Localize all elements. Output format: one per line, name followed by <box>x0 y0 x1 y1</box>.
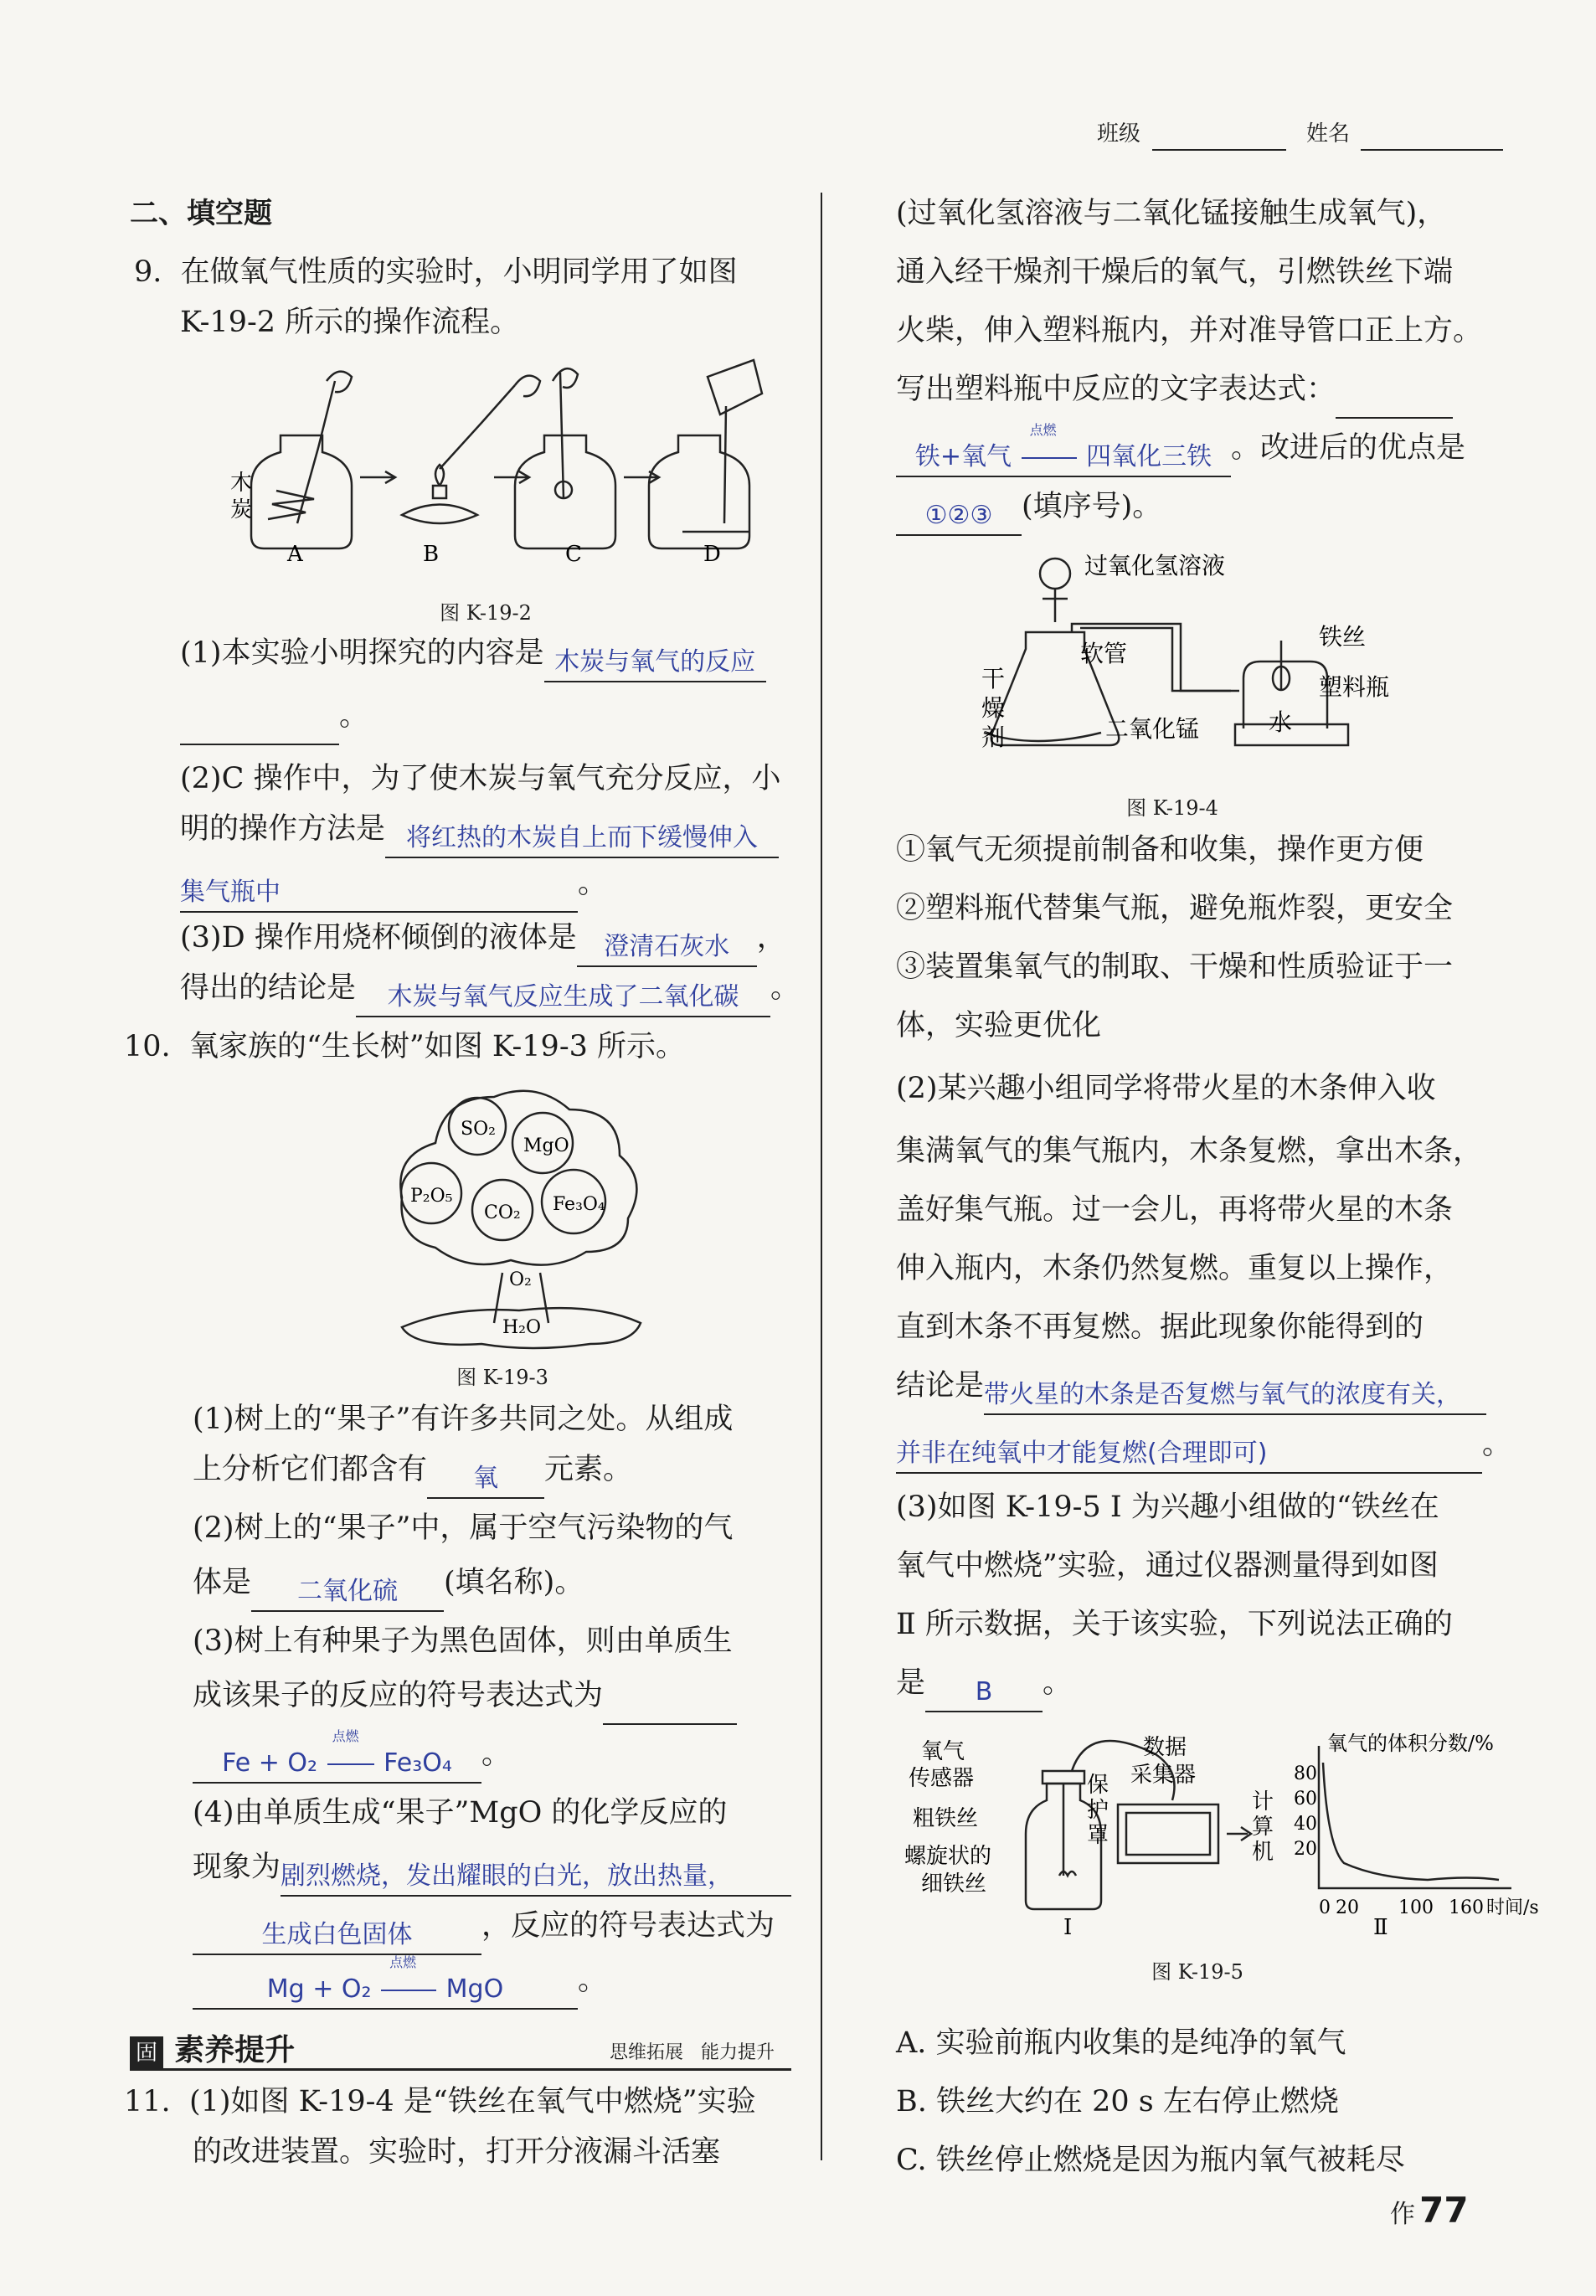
fig-k-19-5-caption: 图 K-19-5 <box>1151 1960 1243 1984</box>
class-label: 班级 <box>1097 121 1141 147</box>
r-option-3b: 体，实验更优化 <box>896 1009 1102 1042</box>
r-p2-4: 伸入瓶内，木条仍然复燃。重复以上操作， <box>896 1252 1454 1285</box>
fig5-collector-2: 采集器 <box>1130 1763 1197 1788</box>
q10-p2-line1: (2)树上的“果子”中，属于空气污染物的气 <box>193 1511 734 1545</box>
fig4-h2o2: 过氧化氢溶液 <box>1084 552 1226 579</box>
r-p3-4: 是 B 。 <box>896 1654 1072 1712</box>
fig4-bottle: 塑料瓶 <box>1319 673 1390 701</box>
fig5-y40: 40 <box>1294 1814 1317 1835</box>
section-banner <box>130 2026 791 2071</box>
column-divider <box>821 193 822 2160</box>
q10-p4: 现象为剧烈燃烧，发出耀眼的白光，放出热量， <box>193 1838 791 1897</box>
o2-curve <box>1323 1763 1499 1880</box>
fig5-cover-1: 保 <box>1087 1773 1109 1798</box>
fig4-iron: 铁丝 <box>1319 623 1367 651</box>
fig-k-19-4-caption: 图 K-19-4 <box>1126 796 1218 820</box>
tree-h2o: H₂O <box>502 1317 542 1338</box>
q9-p3-cont: 得出的结论是 木炭与氧气反应生成了二氧化碳 。 <box>180 959 800 1017</box>
r-p2-6: 结论是带火星的木条是否复燃与氧气的浓度有关， <box>896 1356 1486 1415</box>
fig-label-a: A <box>287 542 303 567</box>
r-p2-7: 并非在纯氧中才能复燃(合理即可) 。 <box>896 1415 1511 1474</box>
fig-k-19-2-caption: 图 K-19-2 <box>440 601 532 625</box>
q10-p1-line1: (1)树上的“果子”有许多共同之处。从组成 <box>193 1403 734 1436</box>
fig5-xlabel: 时间/s <box>1486 1897 1539 1918</box>
q10-p4-cont: 生成白色固体 ，反应的符号表达式为 <box>193 1897 775 1955</box>
tree-p2o5: P₂O₅ <box>410 1186 453 1207</box>
banner-icon: 固 <box>130 2036 163 2070</box>
fig5-computer-1: 计 <box>1252 1789 1274 1815</box>
r-p2-1: (2)某兴趣小组同学将带火星的木条伸入收 <box>896 1072 1436 1105</box>
name-label: 姓名 <box>1306 121 1351 147</box>
fig5-cover-2: 护 <box>1087 1798 1109 1823</box>
banner-tag-2: 能力提升 <box>700 2042 775 2063</box>
tree-mgo: MgO <box>523 1135 569 1156</box>
fig5-y60: 60 <box>1294 1789 1317 1810</box>
page-number: 作 77 <box>1390 2190 1469 2231</box>
q10-p3-answer: Fe + O₂ 点燃 Fe₃O₄ 。 <box>193 1725 511 1784</box>
tree-co2: CO₂ <box>484 1202 521 1223</box>
q11-line2: 的改进装置。实验时，打开分液漏斗活塞 <box>193 2135 721 2169</box>
r-option-a: A. 实验前瓶内收集的是纯净的氧气 <box>896 2026 1346 2060</box>
fig4-dry-2: 燥 <box>981 694 1006 722</box>
fig5-computer-3: 机 <box>1252 1840 1274 1865</box>
fig5-y80: 80 <box>1294 1763 1317 1784</box>
r-line2: 通入经干燥剂干燥后的氧气，引燃铁丝下端 <box>896 255 1454 289</box>
q11-line1: 11. (1)如图 K-19-4 是“铁丝在氧气中燃烧”实验 <box>124 2085 756 2118</box>
q9-line2: K-19-2 所示的操作流程。 <box>180 306 520 339</box>
fig4-dry-3: 剂 <box>981 723 1006 751</box>
tree-o2: O₂ <box>509 1269 532 1290</box>
fig-label-b: B <box>423 542 440 567</box>
fig-k-19-3-caption: 图 K-19-3 <box>456 1366 548 1389</box>
r-advantages: ①②③ (填序号)。 <box>896 477 1161 536</box>
charcoal-label-1: 木 <box>230 471 253 496</box>
fig5-coarse: 粗铁丝 <box>913 1806 979 1831</box>
fig5-cover-3: 罩 <box>1087 1823 1109 1848</box>
q10-line1: 10. 氧家族的“生长树”如图 K-19-3 所示。 <box>124 1030 686 1063</box>
banner-tag-1: 思维拓展 <box>609 2042 683 2063</box>
fig4-water: 水 <box>1269 708 1293 736</box>
figure-k-19-4 <box>980 544 1390 766</box>
fig5-spiral-1: 螺旋状的 <box>904 1844 992 1869</box>
q9-p1-cont: 。 <box>180 687 368 745</box>
q9-p1: (1)本实验小明探究的内容是 木炭与氧气的反应 <box>180 624 766 682</box>
fig5-spiral-2: 细铁丝 <box>921 1871 987 1897</box>
q10-p4-answer: Mg + O₂ 点燃 MgO 。 <box>193 1951 607 2010</box>
q10-p4-line1: (4)由单质生成“果子”MgO 的化学反应的 <box>193 1796 728 1830</box>
q9-p3: (3)D 操作用烧杯倾倒的液体是 澄清石灰水 ， <box>180 909 786 967</box>
q9-line1: 9. 在做氧气性质的实验时，小明同学用了如图 <box>134 255 738 289</box>
r-p3-1: (3)如图 K-19-5 Ⅰ 为兴趣小组做的“铁丝在 <box>896 1490 1439 1524</box>
r-line4: 写出塑料瓶中反应的文字表达式： <box>896 360 1453 419</box>
r-p2-5: 直到木条不再复燃。据此现象你能得到的 <box>896 1310 1424 1344</box>
charcoal-label-2: 炭 <box>230 497 253 523</box>
fig4-hose: 软管 <box>1080 640 1128 667</box>
r-option-1: ①氧气无须提前制备和收集，操作更方便 <box>896 833 1424 867</box>
class-field[interactable] <box>1152 149 1286 151</box>
name-field[interactable] <box>1361 149 1503 151</box>
r-option-2: ②塑料瓶代替集气瓶，避免瓶炸裂，更安全 <box>896 892 1454 925</box>
fig5-ylabel: 氧气的体积分数/% <box>1327 1732 1494 1755</box>
r-option-b: B. 铁丝大约在 20 s 左右停止燃烧 <box>896 2085 1339 2118</box>
fig5-sensor-1: 氧气 <box>921 1739 965 1764</box>
q9-p2-cont: 集气瓶中 。 <box>180 854 607 913</box>
fig4-mno2: 二氧化锰 <box>1105 715 1200 743</box>
q10-p2: 体是 二氧化硫 (填名称)。 <box>193 1553 584 1612</box>
tree-fe3o4: Fe₃O₄ <box>553 1194 605 1215</box>
fig5-roman-1: Ⅰ <box>1063 1915 1073 1940</box>
fig4-dry-1: 干 <box>981 665 1006 692</box>
r-option-3a: ③装置集氧气的制取、干燥和性质验证于一 <box>896 950 1454 984</box>
r-option-c: C. 铁丝停止燃烧是因为瓶内氧气被耗尽 <box>896 2144 1405 2177</box>
r-word-equation: 铁+氧气 点燃 四氧化三铁 。改进后的优点是 <box>896 419 1465 477</box>
fig5-roman-2: Ⅱ <box>1373 1915 1388 1940</box>
fig5-y20: 20 <box>1294 1839 1317 1860</box>
fig5-x100: 100 <box>1398 1897 1434 1918</box>
r-p2-3: 盖好集气瓶。过一会儿，再将带火星的木条 <box>896 1193 1454 1227</box>
r-p3-2: 氧气中燃烧”实验，通过仪器测量得到如图 <box>896 1549 1439 1583</box>
q10-p1: 上分析它们都含有 氧 元素。 <box>193 1440 632 1499</box>
fig-label-d: D <box>703 542 721 567</box>
r-line3: 火柴，伸入塑料瓶内，并对准导管口正上方。 <box>896 314 1483 347</box>
figure-k-19-5 <box>904 1725 1539 1943</box>
q10-p3-line1: (3)树上有种果子为黑色固体，则由单质生 <box>193 1624 733 1658</box>
fig5-x160: 160 <box>1449 1897 1484 1918</box>
figure-k-19-2 <box>214 356 766 565</box>
fig5-collector-1: 数据 <box>1143 1735 1187 1760</box>
r-p3-3: Ⅱ 所示数据，关于该实验，下列说法正确的 <box>896 1608 1453 1641</box>
q10-p3-line2: 成该果子的反应的符号表达式为 <box>193 1666 737 1725</box>
fig5-x20: 20 <box>1336 1897 1359 1918</box>
r-p2-2: 集满氧气的集气瓶内，木条复燃，拿出木条， <box>896 1135 1483 1168</box>
section-title: 二、填空题 <box>130 197 272 230</box>
q9-p2: 明的操作方法是 将红热的木炭自上而下缓慢伸入 <box>180 800 779 858</box>
fig-label-c: C <box>565 542 582 567</box>
banner-title: 素养提升 <box>174 2033 296 2067</box>
fig5-x0: 0 <box>1319 1897 1331 1918</box>
fig5-sensor-2: 传感器 <box>909 1766 975 1791</box>
r-line1: (过氧化氢溶液与二氧化锰接触生成氧气)， <box>896 197 1447 230</box>
tree-so2: SO₂ <box>461 1119 496 1140</box>
figure-k-19-3 <box>385 1080 653 1348</box>
q9-p2-line1: (2)C 操作中，为了使木炭与氧气充分反应，小 <box>180 762 781 795</box>
fig5-computer-2: 算 <box>1252 1815 1274 1840</box>
